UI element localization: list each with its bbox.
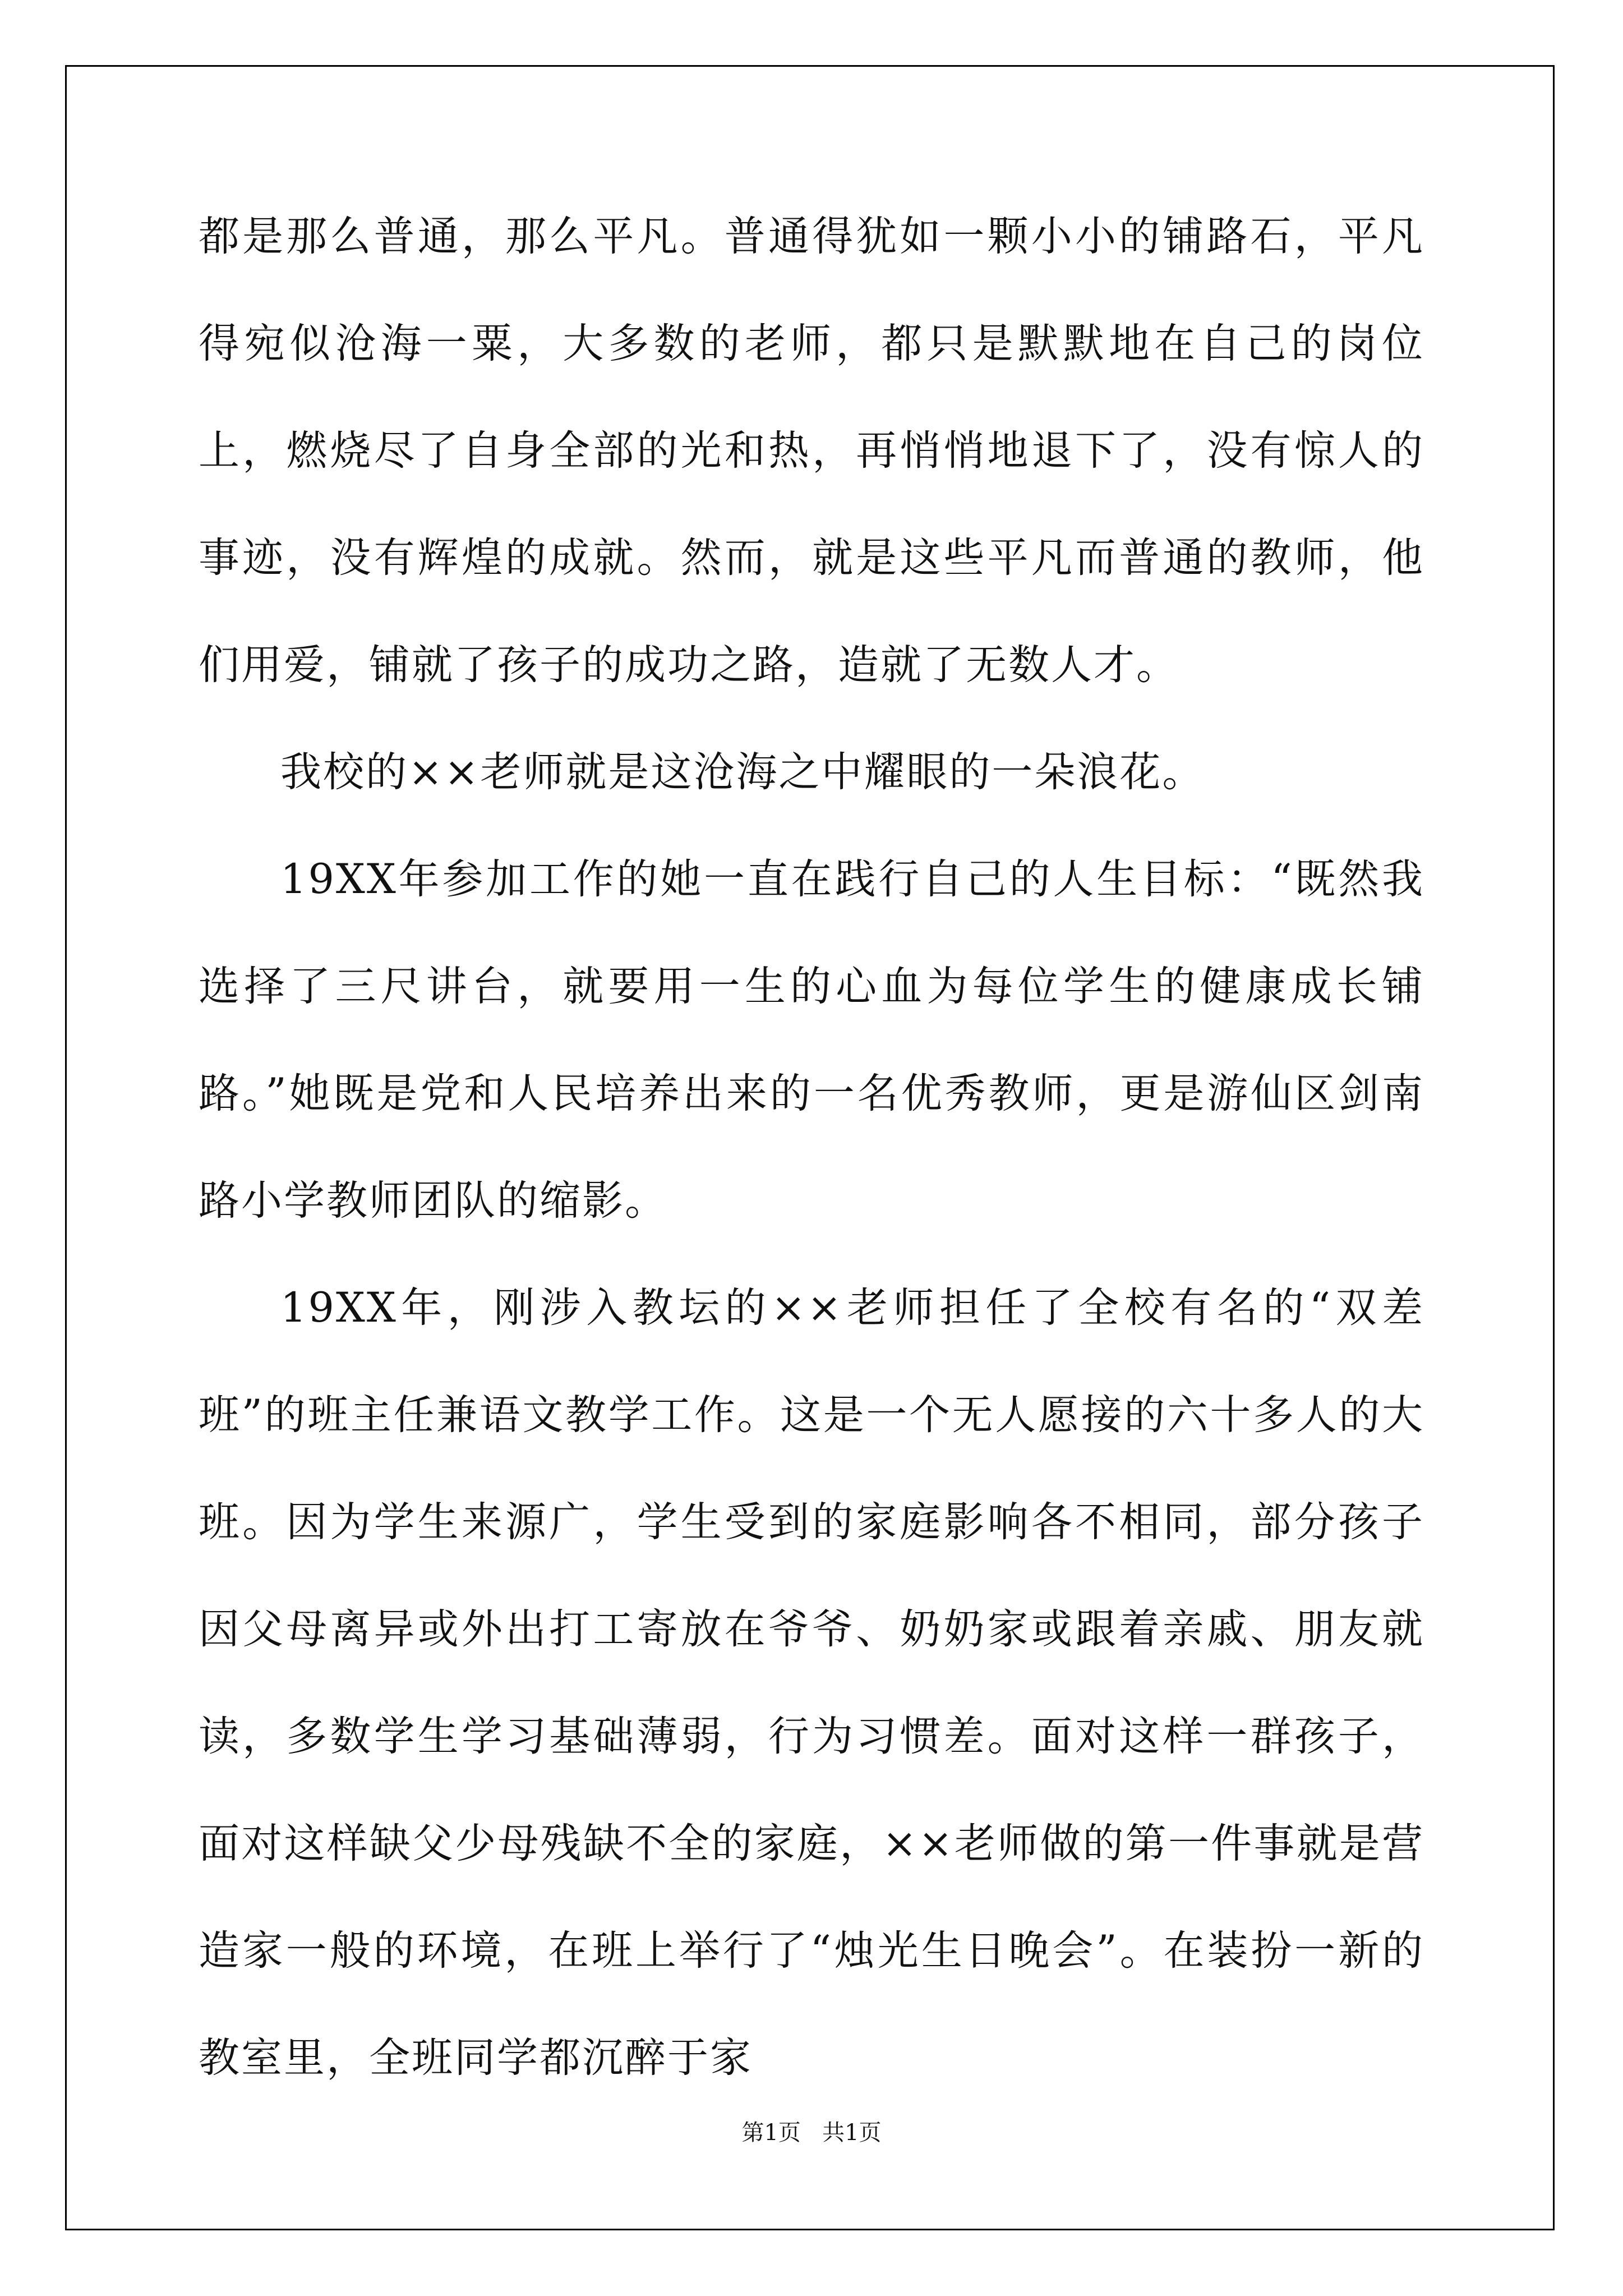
total-pages: 共1页 <box>822 2120 882 2146</box>
page-number: 第1页 <box>741 2120 801 2146</box>
paragraph-4: 19XX年，刚涉入教坛的××老师担任了全校有名的“双差班”的班主任兼语文教学工作。这是一个无人愿接的六十多人的大班。因为学生来源广，学生受到的家庭影响各不相同，部分孩子因父母离异或外出打工寄放在爷爷、奶奶家或跟着亲戚、朋友就读，多数学生学习基础薄弱，行为习惯差。面对这样一群孩子，面对这样缺父少母残缺不全的家庭，××老师做的第一件事就是营造家一般的环境，在班上举行了“烛光生日晚会”。在装扮一新的教室里，全班同学都沉醉于家 <box>199 1284 1424 2082</box>
document-body <box>199 183 1424 2111</box>
paragraph-1: 都是那么普通，那么平凡。普通得犹如一颗小小的铺路石，平凡得宛似沧海一粟，大多数的老师，都只是默默地在自己的岗位上，燃烧尽了自身全部的光和热，再悄悄地退下了，没有惊人的事迹，没有辉煌的成就。然而，就是这些平凡而普通的教师，他们用爱，铺就了孩子的成功之路，造就了无数人才。 <box>199 213 1424 689</box>
paragraph-2: 我校的××老师就是这沧海之中耀眼的一朵浪花。 <box>280 748 1205 796</box>
page-footer <box>0 2115 1623 2147</box>
paragraph-3: 19XX年参加工作的她一直在践行自己的人生目标：“既然我选择了三尺讲台，就要用一生的心血为每位学生的健康成长铺路。”她既是党和人民培养出来的一名优秀教师，更是游仙区剑南路小学教师团队的缩影。 <box>199 855 1424 1225</box>
